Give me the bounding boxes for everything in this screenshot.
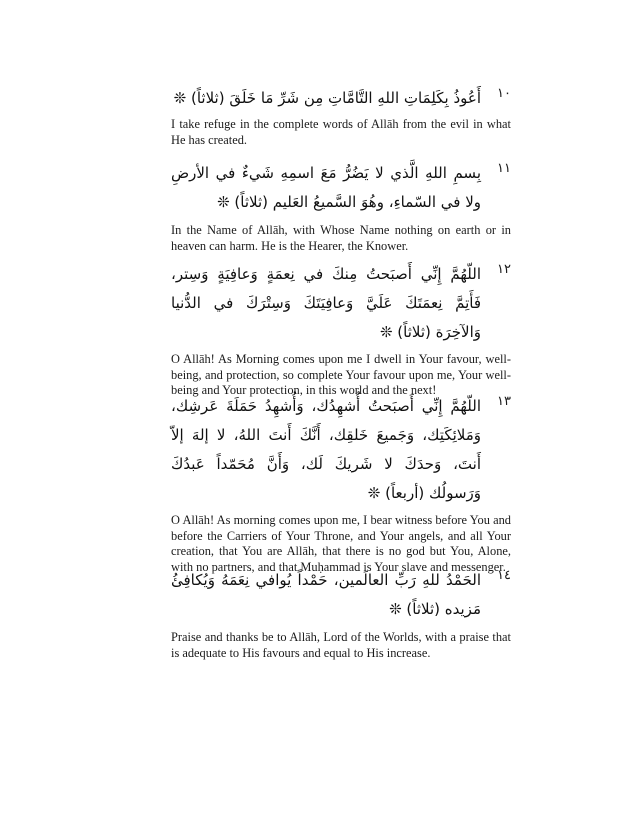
- arabic-text: اللّهُمَّ إِنِّي أَصبَحتُ مِنكَ في نِعمَةٍ وَعافِيَةٍ وَسِتر، فَأَتِمَّ نِعمَتَكَ عَلَيَّ وَعافِيَتَكَ وَسِتْرَكَ في الدُّنيا وَالآخِرَة (ثلاثاً) ❊: [171, 265, 481, 341]
- entry-number: ١٣: [497, 394, 511, 409]
- arabic-text: بِسمِ اللهِ الَّذي لا يَضُرُّ مَعَ اسمِهِ شَيءٌ في الأرضِ ولا في السّماءِ، وهُوَ السَّميعُ العَليم (ثلاثاً) ❊: [171, 164, 481, 211]
- dua-entry-13: [171, 392, 511, 575]
- arabic-row: [171, 84, 511, 113]
- dua-entry-11: [171, 159, 511, 254]
- dua-entry-14: [171, 566, 511, 661]
- arabic-row: [171, 566, 511, 624]
- arabic-row: [171, 159, 511, 217]
- arabic-text: الحَمْدُ للهِ رَبِّ العالَمين، حَمْداً يُوافي نِعَمَهُ وَيُكافِئُ مَزيده (ثلاثاً) ❊: [171, 571, 481, 618]
- english-translation: I take refuge in the complete words of Allāh from the evil in what He has created.: [171, 117, 511, 147]
- arabic-text: اللّهُمَّ إِنِّي أَصبَحتُ أُشهِدُك، وَأُشهِدُ حَمَلَةَ عَرشِك، وَمَلائِكَتِك، وَجَميعَ خَلقِك، أَنَّكَ أَنتَ اللهُ، لا إلهَ إلاّ أَنتَ، وَحدَكَ لا شَريكَ لَك، وَأَنَّ مُحَمّداً عَبدُكَ وَرَسولُك (أربعاً) ❊: [171, 397, 481, 502]
- dua-entry-10: [171, 84, 511, 148]
- english-translation: O Allāh! As Morning comes upon me I dwell in Your favour, well-being, and protection, so complete Your favour upon me, Your well-being and Your protection, in this world and the next!: [171, 352, 511, 398]
- arabic-text: أَعُوذُ بِكَلِمَاتِ اللهِ التَّامَّاتِ مِن شَرِّ مَا خَلَقَ (ثلاثاً) ❊: [173, 89, 481, 107]
- entry-number: ١٤: [497, 568, 511, 583]
- entry-number: ١٢: [497, 262, 511, 277]
- dua-entry-12: [171, 260, 511, 399]
- english-translation: Praise and thanks be to Allāh, Lord of the Worlds, with a praise that is adequate to His favours and equal to His increase.: [171, 630, 511, 660]
- arabic-row: [171, 392, 511, 508]
- entry-number: ١١: [497, 161, 511, 176]
- english-translation: In the Name of Allāh, with Whose Name nothing on earth or in heaven can harm. He is the Hearer, the Knower.: [171, 223, 511, 253]
- arabic-row: [171, 260, 511, 347]
- english-translation: O Allāh! As morning comes upon me, I bear witness before You and before the Carriers of Your Throne, and Your angels, and all Your creation, that You are Allāh, that there is no god but You, Alone, with no partners, and that Muḥammad is Your slave and messenger.: [171, 513, 511, 574]
- entry-number: ١٠: [497, 86, 511, 101]
